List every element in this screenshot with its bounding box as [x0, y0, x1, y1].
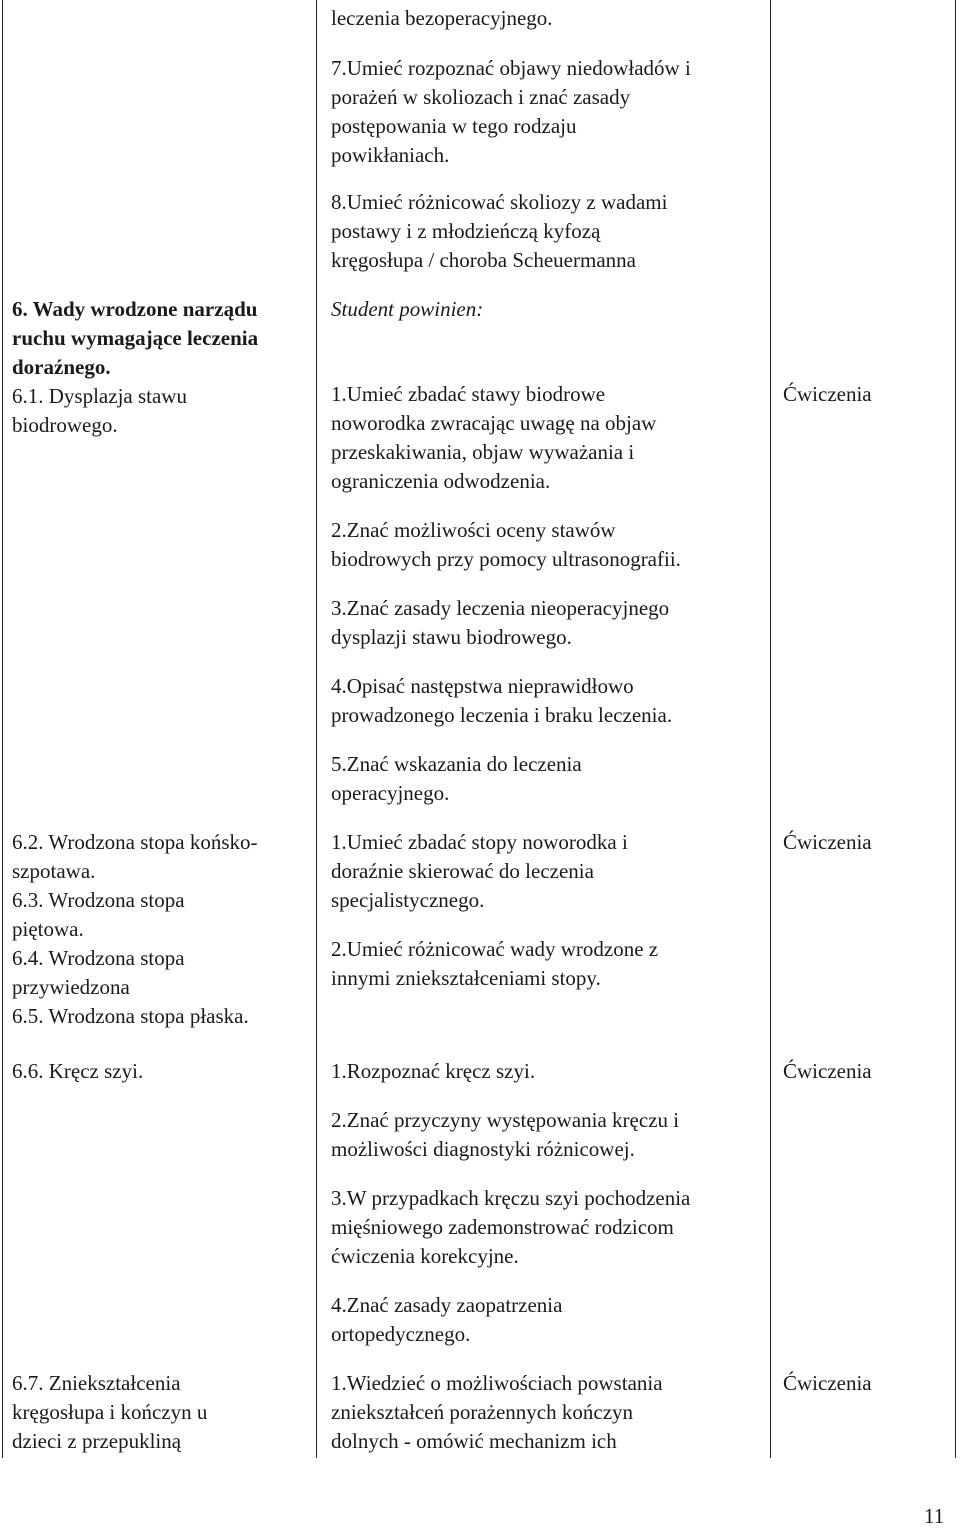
outcome-line: powikłaniach. [331, 143, 450, 167]
outcome-line: innymi zniekształceniami stopy. [331, 966, 601, 990]
student-heading [331, 295, 483, 324]
outcome-krecz-4 [331, 1291, 562, 1349]
outcome-dysplazja-2 [331, 516, 681, 574]
topic-line: 6.1. Dysplazja stawu [12, 384, 187, 408]
outcome-line: 5.Znać wskazania do leczenia [331, 752, 582, 776]
outcome-line: leczenia bezoperacyjnego. [331, 6, 553, 30]
outcome-dysplazja-1 [331, 380, 656, 496]
outcome-line: ograniczenia odwodzenia. [331, 469, 551, 493]
outcome-line: zniekształceń porażennych kończyn [331, 1400, 634, 1424]
outcome-line: 1.Umieć zbadać stopy noworodka i [331, 830, 628, 854]
outcome-line: 1.Rozpoznać kręcz szyi. [331, 1059, 536, 1083]
topic-line: 6.4. Wrodzona stopa [12, 946, 185, 970]
outcome-dysplazja-4 [331, 672, 672, 730]
outcome-line: możliwości diagnostyki różnicowej. [331, 1137, 635, 1161]
outcome-line: porażeń w skoliozach i znać zasady [331, 85, 631, 109]
topic-line: 6.2. Wrodzona stopa końsko- [12, 830, 258, 854]
outcome-zniekszt-1 [331, 1369, 663, 1456]
outcome-line: mięśniowego zademonstrować rodzicom [331, 1215, 674, 1239]
outcome-line: specjalistycznego. [331, 888, 485, 912]
topic-6-6 [12, 1057, 143, 1086]
table-border-left [2, 0, 3, 1458]
outcome-line: dolnych - omówić mechanizm ich [331, 1429, 617, 1453]
outcome-krecz-3 [331, 1184, 690, 1271]
table-divider-2 [770, 0, 771, 1458]
outcome-top-line [331, 4, 553, 33]
outcome-line: 1.Umieć zbadać stawy biodrowe [331, 382, 606, 406]
outcome-stopa-1 [331, 828, 628, 915]
outcome-dysplazja-3 [331, 594, 669, 652]
outcome-item-8 [331, 188, 667, 275]
outcome-line: noworodka zwracając uwagę na objaw [331, 411, 657, 435]
topic-6-7 [12, 1369, 207, 1456]
topic-line: doraźnego. [12, 355, 111, 379]
topic-line: piętowa. [12, 917, 84, 941]
topic-line: przywiedzona [12, 975, 130, 999]
topic-line: 6.3. Wrodzona stopa [12, 888, 185, 912]
table-border-right [955, 0, 956, 1458]
topic-line: 6.5. Wrodzona stopa płaska. [12, 1004, 249, 1028]
outcome-krecz-2 [331, 1106, 679, 1164]
outcome-line: 3.Znać zasady leczenia nieoperacyjnego [331, 596, 670, 620]
topic-line: szpotawa. [12, 859, 96, 883]
form-label-6-1: Ćwiczenia [783, 382, 872, 406]
outcome-line: 3.W przypadkach kręczu szyi pochodzenia [331, 1186, 691, 1210]
topic-6-heading [12, 295, 258, 440]
outcome-line: doraźnie skierować do leczenia [331, 859, 594, 883]
outcome-line: operacyjnego. [331, 781, 450, 805]
outcome-line: 2.Znać przyczyny występowania kręczu i [331, 1108, 680, 1132]
form-label-6-2: Ćwiczenia [783, 830, 872, 854]
outcome-stopa-2 [331, 935, 658, 993]
outcome-line: postępowania w tego rodzaju [331, 114, 577, 138]
outcome-line: 2.Umieć różnicować wady wrodzone z [331, 937, 659, 961]
outcome-line: 8.Umieć różnicować skoliozy z wadami [331, 190, 668, 214]
topic-line: kręgosłupa i kończyn u [12, 1400, 208, 1424]
outcome-dysplazja-5 [331, 750, 582, 808]
outcome-krecz-1 [331, 1057, 535, 1086]
outcome-line: dysplazji stawu biodrowego. [331, 625, 572, 649]
outcome-line: prowadzonego leczenia i braku leczenia. [331, 703, 673, 727]
form-label-6-6: Ćwiczenia [783, 1059, 872, 1083]
page-number: 11 [924, 1504, 945, 1528]
topic-line: dzieci z przepukliną [12, 1429, 182, 1453]
outcome-line: 4.Znać zasady zaopatrzenia [331, 1293, 563, 1317]
outcome-line: postawy i z młodzieńczą kyfozą [331, 219, 601, 243]
topic-line: ruchu wymagające leczenia [12, 326, 259, 350]
table-divider-1 [316, 0, 317, 1458]
topic-line: 6. Wady wrodzone narządu [12, 297, 258, 321]
outcome-line: biodrowych przy pomocy ultrasonografii. [331, 547, 681, 571]
outcome-item-7 [331, 54, 691, 170]
topic-line: 6.7. Zniekształcenia [12, 1371, 181, 1395]
topic-line: biodrowego. [12, 413, 118, 437]
outcome-line: ćwiczenia korekcyjne. [331, 1244, 519, 1268]
outcome-line: 4.Opisać następstwa nieprawidłowo [331, 674, 634, 698]
topic-line: 6.6. Kręcz szyi. [12, 1059, 144, 1083]
outcome-line: 7.Umieć rozpoznać objawy niedowładów i [331, 56, 691, 80]
student-heading-text: Student powinien: [331, 297, 484, 321]
outcome-line: kręgosłupa / choroba Scheuermanna [331, 248, 636, 272]
outcome-line: przeskakiwania, objaw wyważania i [331, 440, 635, 464]
topic-6-2-6-5 [12, 828, 257, 1031]
outcome-line: ortopedycznego. [331, 1322, 471, 1346]
outcome-line: 2.Znać możliwości oceny stawów [331, 518, 616, 542]
form-label-6-7: Ćwiczenia [783, 1371, 872, 1395]
outcome-line: 1.Wiedzieć o możliwościach powstania [331, 1371, 663, 1395]
